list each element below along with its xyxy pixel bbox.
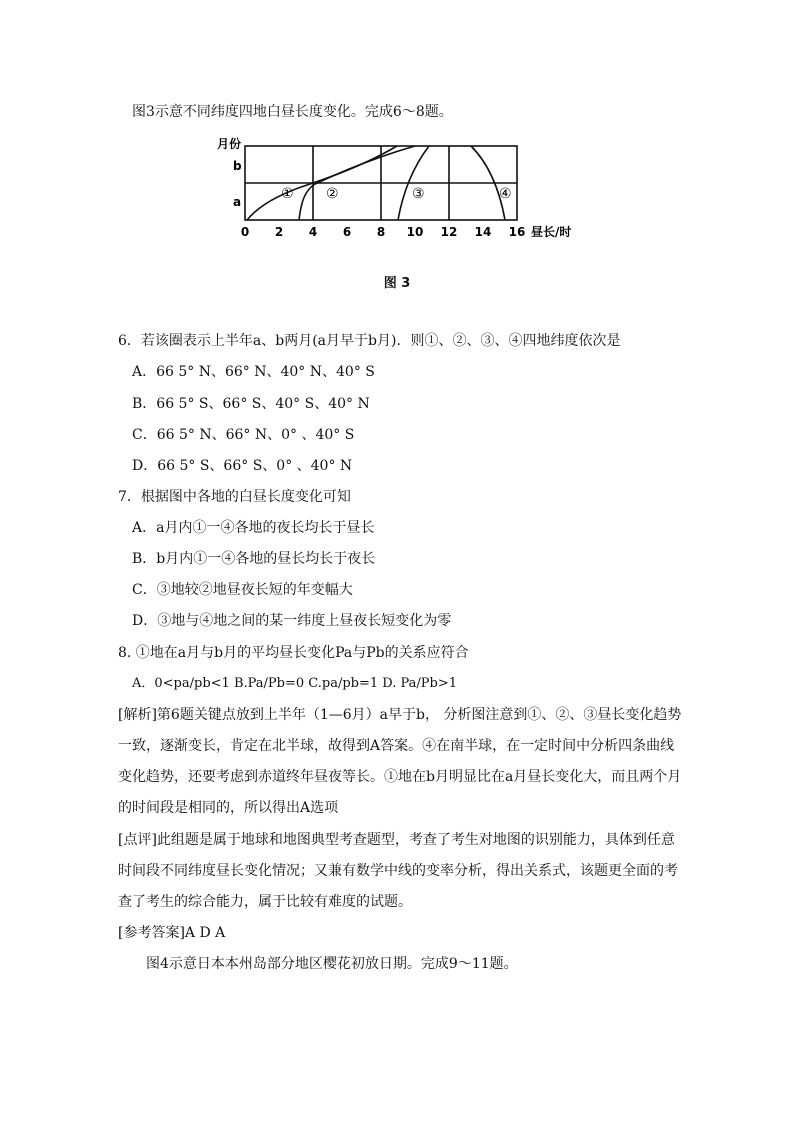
- analysis-line: 的时间段是相同的，所以得出A选项: [118, 800, 339, 816]
- analysis-line: [解析]第6题关键点放到上半年（1—6月）a早于b， 分析图注意到①、②、③昼长变化趋势: [118, 707, 682, 723]
- x-tick: 2: [274, 225, 284, 239]
- q7-option-c: C．③地较②地昼夜长短的年变幅大: [132, 582, 353, 598]
- q7-stem: 7．根据图中各地的白昼长度变化可知: [118, 489, 351, 505]
- y-label-b: b: [233, 159, 242, 173]
- q6-option-b: B．66 5° S、66° S、40° S、40° N: [132, 396, 370, 412]
- marker-2: ②: [326, 186, 339, 202]
- marker-1: ①: [281, 186, 294, 202]
- answer-key: [参考答案]A D A: [118, 925, 226, 941]
- comment-line: 查了考生的综合能力，属于比较有难度的试题。: [118, 894, 412, 910]
- q8-stem: 8. ①地在a月与b月的平均昼长变化Pa与Pb的关系应符合: [118, 645, 469, 661]
- x-tick: 16: [508, 225, 526, 239]
- marker-4: ④: [499, 186, 512, 202]
- x-tick: 0: [240, 225, 250, 239]
- q7-option-d: D．③地与④地之间的某一纬度上昼夜长短变化为零: [132, 613, 452, 629]
- analysis-line: 一致，逐渐变长，肯定在北半球，故得到A答案。④在南半球，在一定时间中分析四条曲线: [118, 738, 675, 754]
- x-tick: 14: [474, 225, 492, 239]
- marker-3: ③: [412, 186, 425, 202]
- x-tick: 10: [406, 225, 424, 239]
- q7-option-a: A．a月内①一④各地的夜长均长于昼长: [132, 520, 375, 536]
- q6-option-a: A．66 5° N、66° N、40° N、40° S: [132, 364, 375, 380]
- intro-text: 图3示意不同纬度四地白昼长度变化。完成6～8题。: [132, 104, 453, 120]
- x-tick: 6: [342, 225, 352, 239]
- q7-option-b: B．b月内①一④各地的昼长均长于夜长: [132, 551, 376, 567]
- analysis-line: 变化趋势，还要考虑到赤道终年昼夜等长。①地在b月明显比在a月昼长变化大，而且两个月: [118, 769, 682, 785]
- y-label-a: a: [233, 195, 242, 209]
- figure-3: [215, 132, 585, 244]
- x-tick: 4: [308, 225, 318, 239]
- q6-stem: 6．若该圈表示上半年a、b两月(a月早于b月)．则①、②、③、④四地纬度依次是: [118, 333, 621, 349]
- q6-option-d: D．66 5° S、66° S、0° 、40° N: [132, 458, 353, 474]
- comment-line: [点评]此组题是属于地球和地图典型考查题型，考查了考生对地图的识别能力，具体到任意: [118, 832, 675, 848]
- q6-option-c: C．66 5° N、66° N、0° 、40° S: [132, 427, 355, 443]
- y-axis-title: 月份: [217, 137, 242, 151]
- comment-line: 时间段不同纬度昼长变化情况；又兼有数学中线的变率分析，得出关系式，该题更全面的考: [118, 863, 678, 879]
- x-tick: 12: [440, 225, 458, 239]
- x-tick: 8: [376, 225, 386, 239]
- figure-caption: 图 3: [383, 276, 411, 291]
- q8-options: A．0<pa/pb<1 B.Pa/Pb=0 C.pa/pb=1 D. Pa/Pb>1: [132, 676, 458, 691]
- x-axis-title: 昼长/时: [531, 225, 572, 239]
- next-intro-text: 图4示意日本本州岛部分地区樱花初放日期。完成9～11题。: [146, 956, 518, 972]
